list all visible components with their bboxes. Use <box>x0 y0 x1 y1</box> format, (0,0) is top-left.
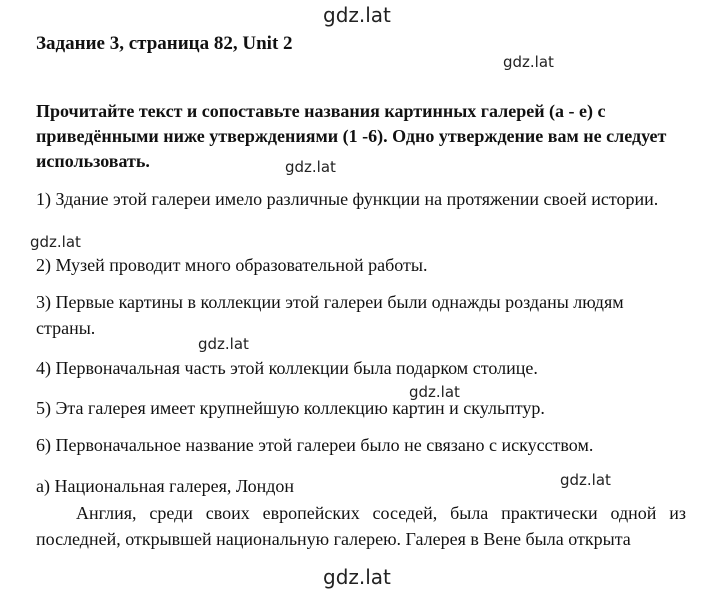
task-instructions: Прочитайте текст и сопоставьте названия картинных галерей (a - e) с приведёнными ниже утверждениями (1 -6). Одно утверждение вам не следует использовать. <box>36 101 667 171</box>
statement-2: 2) Музей проводит много образовательной работы. <box>36 255 428 275</box>
watermark: gdz.lat <box>323 3 391 27</box>
statement-6: 6) Первоначальное название этой галереи было не связано с искусством. <box>36 435 594 455</box>
statement-3: 3) Первые картины в коллекции этой галереи были однажды розданы людям страны. <box>36 292 624 338</box>
statement-5: 5) Эта галерея имеет крупнейшую коллекцию картин и скульптур. <box>36 398 545 418</box>
page-title: Задание 3, страница 82, Unit 2 <box>36 33 293 54</box>
watermark: gdz.lat <box>198 335 249 353</box>
gallery-a-text: Англия, среди своих европейских соседей, была практически одной из последней, открывшей национальную галерею. Галерея в Вене была открыта <box>36 503 686 549</box>
gallery-a-heading: a) Национальная галерея, Лондон <box>36 476 295 496</box>
watermark: gdz.lat <box>409 383 460 401</box>
watermark: gdz.lat <box>560 471 611 489</box>
watermark: gdz.lat <box>323 565 391 589</box>
statement-1: 1) Здание этой галереи имело различные функции на протяжении своей истории. <box>36 189 659 209</box>
statement-4: 4) Первоначальная часть этой коллекции была подарком столице. <box>36 358 538 378</box>
watermark: gdz.lat <box>503 53 554 71</box>
watermark: gdz.lat <box>285 158 336 176</box>
watermark: gdz.lat <box>30 233 81 251</box>
